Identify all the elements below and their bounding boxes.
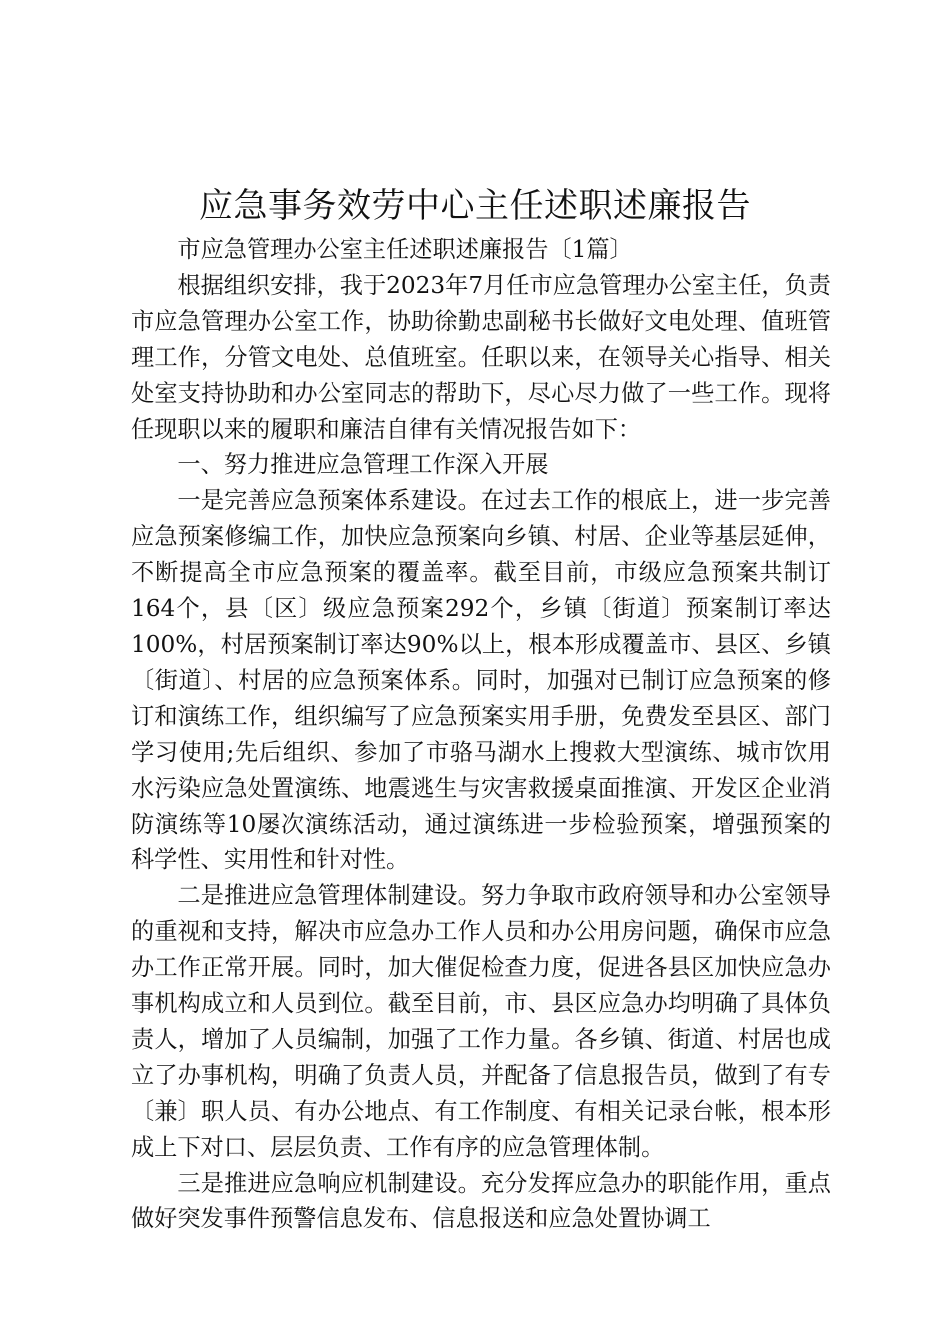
section-heading: 一、努力推进应急管理工作深入开展: [177, 451, 549, 479]
intro-paragraph: 根据组织安排，我于2023年7月任市应急管理办公室主任，负责市应急管理办公室工作，协助徐勤忠副秘书长做好文电处理、值班管理工作，分管文电处、总值班室。任职以来，在领导关心指导、相关处室支持协助和办公室同志的帮助下，尽心尽力做了一些工作。现将任现职以来的履职和廉洁自律有关情况报告如下：: [131, 271, 831, 443]
body-paragraph: 一是完善应急预案体系建设。在过去工作的根底上，进一步完善应急预案修编工作，加快应急预案向乡镇、村居、企业等基层延伸，不断提高全市应急预案的覆盖率。截至目前，市级应急预案共制订164个，县〔区〕级应急预案292个，乡镇〔街道〕预案制订率达100%，村居预案制订率达90%以上，根本形成覆盖市、县区、乡镇〔街道〕、村居的应急预案体系。同时，加强对已制订应急预案的修订和演练工作，组织编写了应急预案实用手册，免费发至县区、部门学习使用;先后组织、参加了市骆马湖水上搜救大型演练、城市饮用水污染应急处置演练、地震逃生与灾害救援桌面推演、开发区企业消防演练等10屡次演练活动，通过演练进一步检验预案，增强预案的科学性、实用性和针对性。: [131, 487, 831, 874]
body-paragraph: 二是推进应急管理体制建设。努力争取市政府领导和办公室领导的重视和支持，解决市应急办工作人员和办公用房问题，确保市应急办工作正常开展。同时，加大催促检查力度，促进各县区加快应急办事机构成立和人员到位。截至目前，市、县区应急办均明确了具体负责人，增加了人员编制，加强了工作力量。各乡镇、街道、村居也成立了办事机构，明确了负责人员，并配备了信息报告员，做到了有专〔兼〕职人员、有办公地点、有工作制度、有相关记录台帐，根本形成上下对口、层层负责、工作有序的应急管理体制。: [131, 882, 831, 1161]
body-paragraph: 三是推进应急响应机制建设。充分发挥应急办的职能作用，重点做好突发事件预警信息发布、信息报送和应急处置协调工: [131, 1169, 831, 1233]
document-body: [131, 232, 831, 1237]
document-title: 应急事务效劳中心主任述职述廉报告: [199, 186, 751, 226]
subtitle-paragraph: 市应急管理办公室主任述职述廉报告〔1篇〕: [177, 236, 633, 263]
